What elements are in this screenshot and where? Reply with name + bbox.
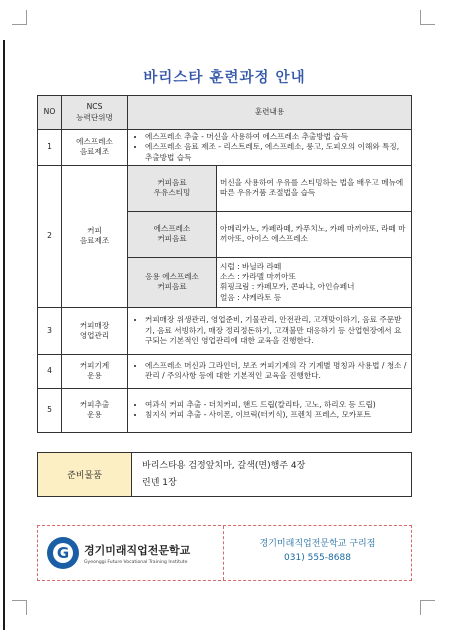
header-ncs-line1: NCS (86, 102, 103, 112)
school-name (84, 542, 190, 565)
sub-unit-text: 아메리카노, 카페라떼, 카푸치노, 카페 마끼아또, 라떼 마끼아또, 아이스 에스프레소 (217, 211, 412, 257)
content-bullet: • 커피매장 위생관리, 영업준비, 기물관리, 안전관리, 고객맞이하기, 음료 주문받기, 음료 서빙하기, 매장 정리정돈하기, 고객불만 대응하기 등 산업현장에서 요구되는 기본적인 영업관리에 대한 교육을 진행한다. (145, 315, 408, 346)
content-bullet: • 여과식 커피 추출 - 더치커피, 핸드 드립(칼리타, 고노, 하리오 등 드립) (145, 400, 408, 410)
prep-label: 준비물품 (38, 453, 132, 496)
content-cell (128, 307, 412, 354)
crop-mark-bottom-left (12, 600, 27, 615)
school-logo-block (38, 526, 224, 580)
header-no: NO (38, 96, 62, 130)
sub-label-line: 우유스티밍 (153, 188, 191, 198)
sub-label-line: 응용 에스프레소 (145, 272, 199, 281)
sub-unit-label (128, 257, 217, 307)
row-number: 1 (38, 130, 62, 166)
course-table (37, 95, 412, 433)
unit-line: 커피기계 (79, 361, 110, 370)
table-row (38, 354, 412, 388)
sub-unit-label (128, 211, 217, 257)
school-logo-icon (47, 537, 79, 569)
logo-letter: G (56, 544, 70, 562)
sub-unit-text: 머신을 사용하여 우유를 스티밍하는 법을 배우고 메뉴에 따른 우유거품 조절법을 습득 (217, 165, 412, 211)
prep-box (37, 452, 412, 497)
unit-line: 음료제조 (79, 147, 110, 157)
phone-number: 031) 555-8688 (284, 553, 351, 564)
prep-line: 바리스타용 검정앞치마, 갈색(면)행주 4장 (142, 461, 306, 471)
unit-name (62, 130, 128, 166)
sub-text-line: 휘핑크림 : 카페모카, 콘파냐, 아인슈페너 (220, 282, 355, 292)
content-bullet: • 침지식 커피 추출 - 사이폰, 이브릭(터키식), 프렌치 프레스, 모카포트 (145, 410, 408, 420)
sub-label-line: 커피음료 (157, 282, 187, 292)
unit-name (62, 388, 128, 432)
unit-name (62, 165, 128, 307)
unit-line: 커피매장 (79, 320, 110, 330)
contact-block (224, 526, 411, 580)
footer-box (37, 525, 412, 581)
unit-name (62, 307, 128, 354)
unit-line: 음료제조 (79, 236, 110, 246)
prep-line: 린넨 1장 (142, 478, 177, 489)
page-title: 바리스타 훈련과정 안내 (143, 69, 306, 86)
content-bullet: • 에스프레소 음료 제조 - 리스트레토, 에스프레소, 룽고, 도피오의 이해와 특징, 추출방법 습득 (145, 142, 408, 163)
unit-line: 운용 (87, 371, 102, 381)
content-cell (128, 354, 412, 388)
row-number: 3 (38, 307, 62, 354)
unit-line: 에스프레소 (76, 137, 113, 147)
sub-text-line: 시럽 : 바닐라 라떼 (220, 261, 282, 271)
header-content: 훈련내용 (128, 96, 412, 130)
unit-line: 커피 (87, 226, 102, 235)
crop-mark-bottom-right (420, 600, 435, 615)
table-row (38, 388, 412, 432)
school-name-ko: 경기미래직업전문학교 (84, 543, 191, 557)
sub-unit-text (217, 257, 412, 307)
branch-name: 경기미래직업전문학교 구리점 (259, 539, 376, 549)
row-number: 5 (38, 388, 62, 432)
sub-text-line: 소스 : 카라멜 마끼아또 (220, 272, 296, 281)
content-bullet: • 에스프레소 머신과 그라인더, 보조 커피기계의 각 기계별 명칭과 사용법 / 청소 / 관리 / 주의사항 등에 대한 기본적인 교육을 진행한다. (145, 361, 408, 382)
crop-mark-top-right (420, 10, 435, 25)
sub-text-line: 얼음 : 샤케라토 등 (220, 292, 282, 302)
sub-label-line: 에스프레소 (153, 224, 191, 233)
unit-line: 영업관리 (79, 330, 110, 340)
unit-line: 운용 (87, 410, 102, 420)
sub-label-line: 커피음료 (157, 178, 187, 187)
content-cell (128, 388, 412, 432)
sub-label-line: 커피음료 (157, 234, 187, 244)
school-name-en: Gyeonggi Future Vocational Training Institute (84, 559, 188, 565)
content-bullet: • 에스프레소 추출 - 머신을 사용하여 에스프레소 추출방법 습득 (145, 132, 408, 142)
content-cell (128, 130, 412, 166)
table-row (38, 130, 412, 166)
table-header-row (38, 96, 412, 130)
page-edge-rule (3, 40, 5, 630)
row-number: 2 (38, 165, 62, 307)
table-row (38, 165, 412, 211)
header-ncs (62, 96, 128, 130)
crop-mark-top-left (12, 10, 27, 25)
sub-unit-label (128, 165, 217, 211)
header-ncs-line2: 능력단위명 (76, 112, 113, 122)
row-number: 4 (38, 354, 62, 388)
prep-items (132, 453, 411, 496)
table-row (38, 307, 412, 354)
unit-line: 커피추출 (79, 400, 110, 409)
unit-name (62, 354, 128, 388)
